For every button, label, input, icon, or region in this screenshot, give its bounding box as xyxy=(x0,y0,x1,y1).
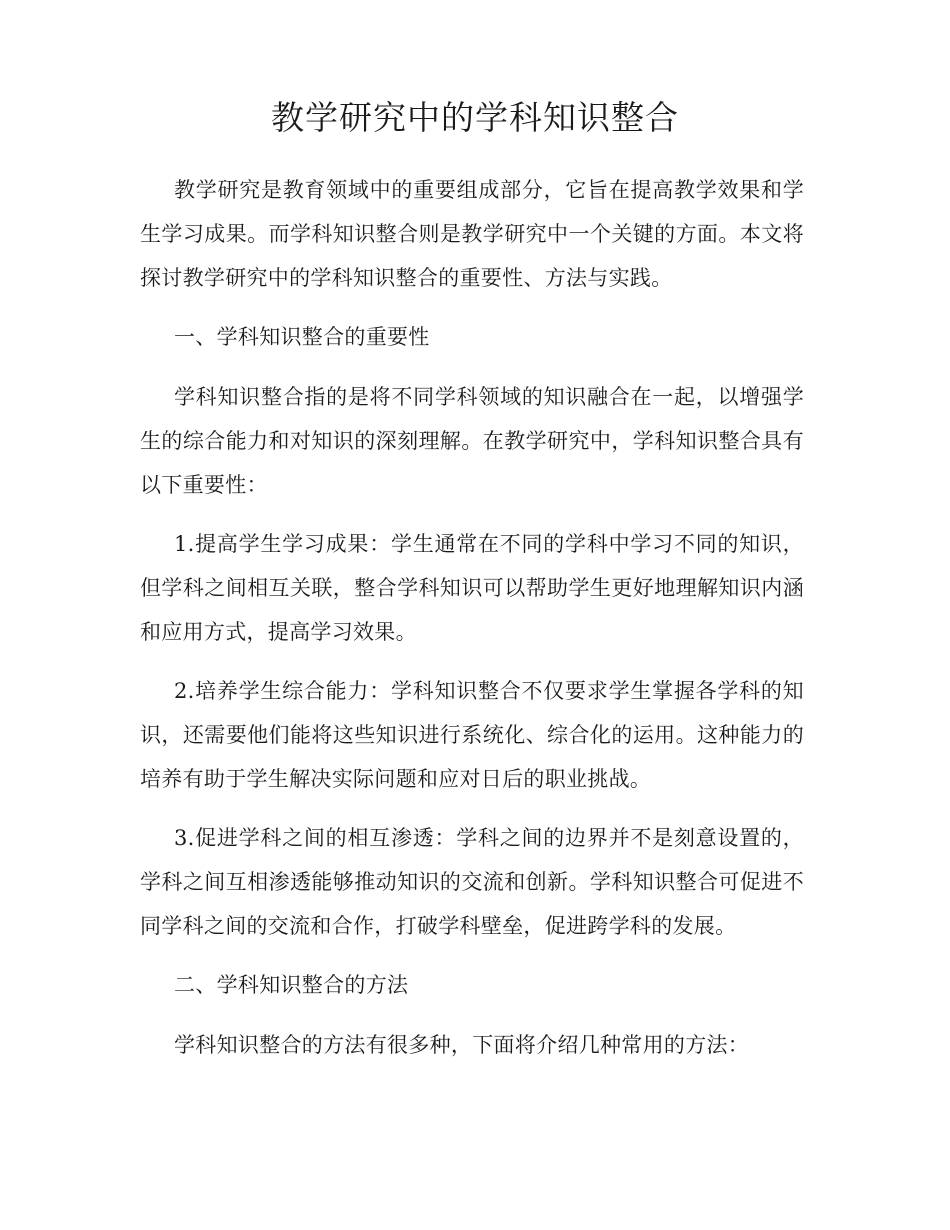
document-body xyxy=(140,168,804,1082)
list-item-1: 1.提高学生学习成果：学生通常在不同的学科中学习不同的知识，但学科之间相互关联，整合学科知识可以帮助学生更好地理解知识内涵和应用方式，提高学习效果。 xyxy=(140,532,804,644)
intro-paragraph: 教学研究是教育领域中的重要组成部分，它旨在提高教学效果和学生学习成果。而学科知识整合则是教学研究中一个关键的方面。本文将探讨教学研究中的学科知识整合的重要性、方法与实践。 xyxy=(140,178,804,290)
methods-paragraph: 学科知识整合的方法有很多种，下面将介绍几种常用的方法： xyxy=(174,1033,750,1057)
list-item-2: 2.培养学生综合能力：学科知识整合不仅要求学生掌握各学科的知识，还需要他们能将这些知识进行系统化、综合化的运用。这种能力的培养有助于学生解决实际问题和应对日后的职业挑战。 xyxy=(140,679,804,791)
section-heading-importance: 一、学科知识整合的重要性 xyxy=(174,325,430,349)
importance-paragraph: 学科知识整合指的是将不同学科领域的知识融合在一起，以增强学生的综合能力和对知识的深刻理解。在教学研究中，学科知识整合具有以下重要性： xyxy=(140,385,804,497)
section-heading-methods: 二、学科知识整合的方法 xyxy=(174,973,409,997)
document-title: 教学研究中的学科知识整合 xyxy=(271,98,679,137)
list-item-3: 3.促进学科之间的相互渗透：学科之间的边界并不是刻意设置的，学科之间互相渗透能够推动知识的交流和创新。学科知识整合可促进不同学科之间的交流和合作，打破学科壁垒，促进跨学科的发展。 xyxy=(140,826,804,938)
